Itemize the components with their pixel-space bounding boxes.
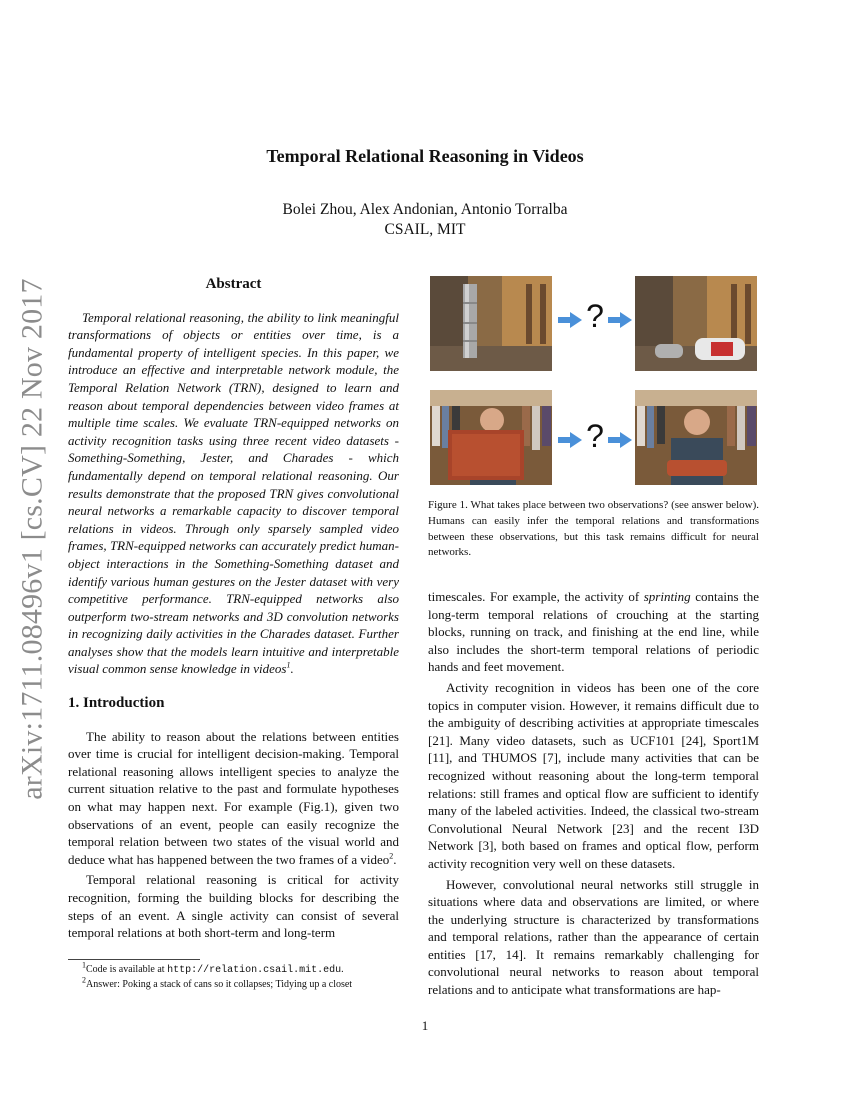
- footnote-2-text: Answer: Poking a stack of cans so it collapses; Tidying up a closet: [86, 979, 353, 990]
- question-mark-bottom: ?: [586, 418, 604, 454]
- cans-before-image: [430, 276, 552, 371]
- intro-paragraph-4: Activity recognition in videos has been one of the core topics in computer vision. However, it remains difficult due to the ambiguity of describing activities at appropriate timescales [21]. Many video datasets, such as UCF101 [24], Sport1M [11], and THUMOS [7], include many activities that can be recognized without reasoning about the long-term temporal relations: still frames and optical flow are sufficient to identify many of the labeled activities. Indeed, the classical two-stream Convolutional Neural Network [23] and the recent I3D Network [3], both based on frames and optical flow, perform activity recognition very well on these datasets.: [428, 679, 759, 871]
- intro-paragraph-1-end: .: [393, 851, 397, 867]
- intro-footnote-mark: 2: [389, 851, 394, 861]
- frame-cans-after: [635, 276, 757, 371]
- footnote-1-end: .: [341, 964, 344, 975]
- abstract-end: .: [290, 661, 294, 677]
- author-affiliation: CSAIL, MIT: [384, 221, 466, 238]
- footnote-2: [82, 975, 399, 992]
- arxiv-identifier: [16, 278, 50, 800]
- figure-1-caption: Figure 1. What takes place between two observations? (see answer below). Humans can easily infer the temporal relations and transformations between these observations, but this task remains difficult for neural networks.: [428, 499, 759, 559]
- footnote-rule: [68, 959, 200, 960]
- paper-title: Temporal Relational Reasoning in Videos: [266, 146, 584, 166]
- intro-paragraph-3: [428, 588, 759, 676]
- footnotes: [68, 959, 399, 992]
- figure-1: [430, 276, 758, 492]
- left-column: [68, 276, 399, 942]
- arrow-right-icon: [608, 432, 632, 448]
- abstract-body: Temporal relational reasoning, the ability to link meaningful transformations of objects or entities over time, is a fundamental property of intelligent species. In this paper, we introduce an effective and interpretable network module, the Temporal Relation Network (TRN), designed to learn and reason about temporal dependencies between video frames at multiple time scales. We evaluate TRN-equipped networks on activity recognition tasks using three recent video datasets - Something-Something, Jester, and Charades - which fundamentally depend on temporal relational reasoning. Our results demonstrate that the proposed TRN gives convolutional neural networks a remarkable capacity to discover temporal relations in videos. Through only sparsely sampled video frames, TRN-equipped networks can accurately predict human-object interactions in the Something-Something dataset and identify various human gestures on the Jester dataset with very competitive performance. TRN-equipped networks also outperform two-stream networks and 3D convolution networks in recognizing daily activities in the Charades dataset. Further analyses show that the models learn intuitive and interpretable visual common sense knowledge in videos: [68, 309, 399, 677]
- footnote-1-link[interactable]: http://relation.csail.mit.edu: [167, 965, 342, 976]
- intro-paragraph-3-start: timescales. For example, the activity of: [428, 589, 644, 604]
- footnote-1-text: Code is available at: [86, 964, 168, 975]
- frame-closet-before: [430, 390, 552, 485]
- section-heading-introduction: 1. Introduction: [68, 695, 165, 712]
- footnote-1: [82, 960, 399, 978]
- abstract-text: [68, 309, 399, 678]
- intro-paragraph-3-emphasis: sprinting: [643, 589, 691, 604]
- intro-paragraph-3-end: contains the long-term temporal relations of crouching at the starting blocks, running on track, and finishing at the end line, while also includes the short-term temporal relations of periodic hands and feet movement.: [428, 589, 759, 675]
- arrow-right-icon: [558, 432, 582, 448]
- arrow-right-icon: [608, 312, 632, 328]
- abstract-footnote-mark: 1: [286, 661, 291, 671]
- arrow-right-icon: [558, 312, 582, 328]
- closet-before-image: [430, 390, 552, 485]
- author-block: [0, 200, 850, 240]
- closet-after-image: [635, 390, 757, 485]
- arxiv-identifier-text: arXiv:1711.08496v1 [cs.CV] 22 Nov 2017: [16, 278, 50, 800]
- frame-cans-before: [430, 276, 552, 371]
- footnote-2-mark: 2: [82, 975, 86, 985]
- question-mark-top: ?: [586, 298, 604, 334]
- frame-closet-after: [635, 390, 757, 485]
- intro-paragraph-5: However, convolutional neural networks still struggle in situations where data and observations are limited, or where the underlying structure is characterized by transformations and temporal relations, rather than the appearance of certain entities [17, 14]. It remains remarkably challenging for convolutional neural networks to reason about temporal relations and to anticipate what transformations are hap-: [428, 876, 759, 998]
- right-column: [428, 588, 759, 999]
- intro-paragraph-2: Temporal relational reasoning is critical for activity recognition, forming the building blocks for describing the steps of an event. A single activity can consist of several temporal relations at both short-term and long-term: [68, 872, 399, 941]
- cans-after-image: [635, 276, 757, 371]
- intro-paragraph-1-text: The ability to reason about the relations between entities over time is crucial for intelligent decision-making. Temporal relational reasoning allows intelligent species to analyze the current situation relative to the past and formulate hypotheses on what may happen next. For example (Fig.1), given two observations of an event, people can easily recognize the temporal relation between two states of the visual world and deduce what has happened between the two frames of a video: [68, 728, 399, 867]
- intro-paragraph-1: [68, 728, 399, 869]
- footnote-1-mark: 1: [82, 960, 86, 970]
- author-names: Bolei Zhou, Alex Andonian, Antonio Torralba: [282, 201, 568, 218]
- page-number: 1: [421, 1018, 429, 1033]
- abstract-heading: Abstract: [205, 276, 262, 292]
